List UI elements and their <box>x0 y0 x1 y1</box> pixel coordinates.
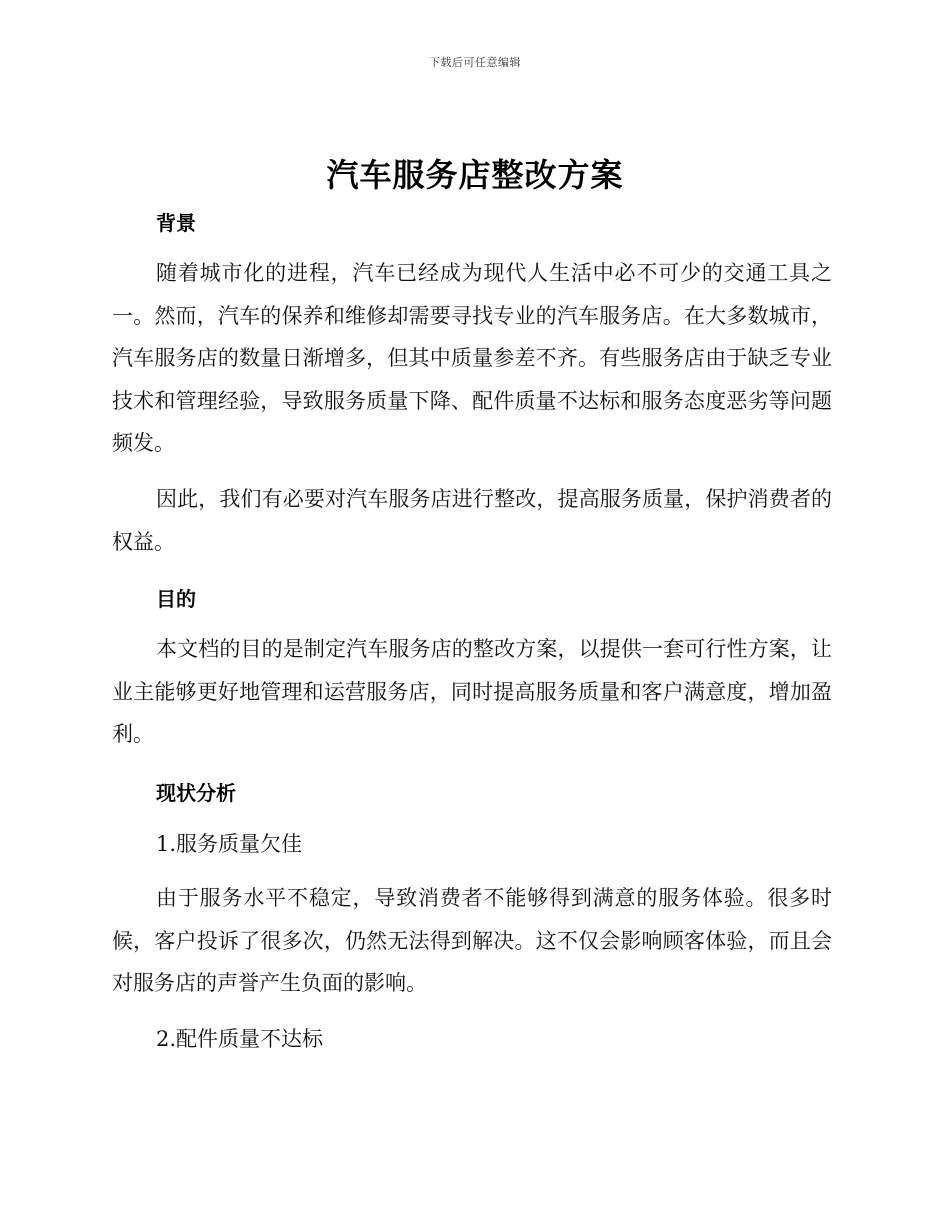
section-heading-background: 背景 <box>156 211 196 235</box>
section-heading-purpose: 目的 <box>156 587 196 611</box>
analysis-item-1-paragraph: 由于服务水平不稳定，导致消费者不能够得到满意的服务体验。很多时候，客户投诉了很多次，仍然无法得到解决。这不仅会影响顾客体验，而且会对服务店的声誉产生负面的影响。 <box>112 886 832 995</box>
document-title: 汽车服务店整改方案 <box>326 156 624 194</box>
header-note: 下载后可任意编辑 <box>429 56 521 69</box>
purpose-paragraph-1: 本文档的目的是制定汽车服务店的整改方案，以提供一套可行性方案，让业主能够更好地管理和运营服务店，同时提高服务质量和客户满意度，增加盈利。 <box>112 637 832 746</box>
background-paragraph-1: 随着城市化的进程，汽车已经成为现代人生活中必不可少的交通工具之一。然而，汽车的保养和维修却需要寻找专业的汽车服务店。在大多数城市，汽车服务店的数量日渐增多，但其中质量参差不齐。有些服务店由于缺乏专业技术和管理经验，导致服务质量下降、配件质量不达标和服务态度恶劣等问题频发。 <box>112 261 832 455</box>
section-heading-analysis: 现状分析 <box>156 781 236 805</box>
analysis-item-1-title: 1.服务质量欠佳 <box>156 832 303 856</box>
analysis-item-2-title: 2.配件质量不达标 <box>156 1027 324 1051</box>
background-paragraph-2: 因此，我们有必要对汽车服务店进行整改，提高服务质量，保护消费者的权益。 <box>112 487 832 554</box>
